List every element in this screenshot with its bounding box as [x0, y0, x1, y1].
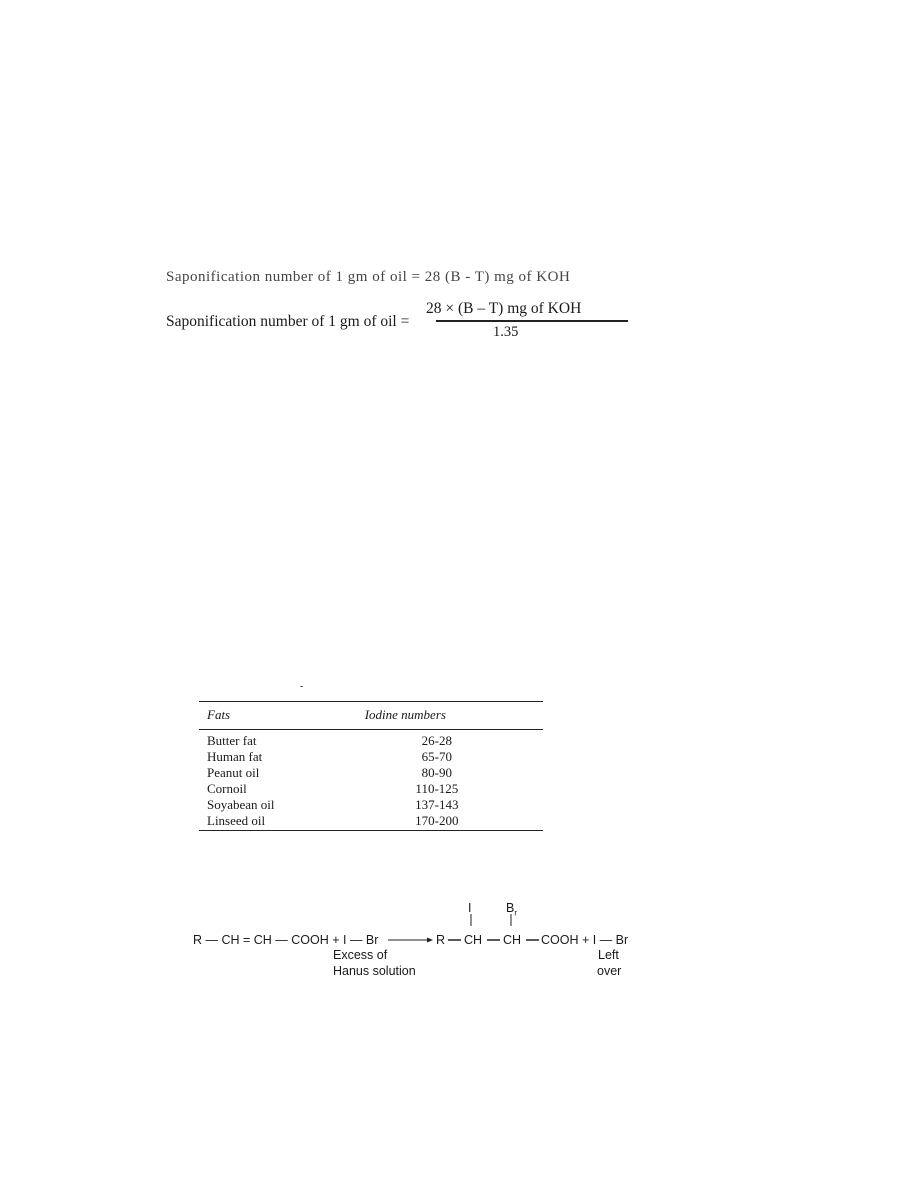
- formula-numerator: 28 × (B – T) mg of KOH: [426, 300, 582, 317]
- header-iodine-numbers: Iodine numbers: [365, 702, 543, 730]
- fat-name: Soyabean oil: [207, 797, 275, 812]
- reactant-equation: R — CH = CH — COOH + I — Br: [193, 933, 379, 947]
- iodine-value: 110-125: [415, 781, 459, 796]
- leftover-label-line2: over: [597, 964, 622, 978]
- iodine-value: 137-143: [415, 797, 459, 812]
- formula-lhs: Saponification number of 1 gm of oil =: [166, 313, 410, 330]
- iodine-value: 80-90: [421, 765, 453, 780]
- product-tail: COOH + I — Br: [541, 933, 629, 947]
- product-ch-1: CH: [464, 933, 483, 947]
- excess-label-line2: Hanus solution: [333, 964, 416, 978]
- excess-label-line1: Excess of: [333, 948, 388, 962]
- table-marker: -: [300, 681, 304, 692]
- fat-name: Butter fat: [207, 733, 257, 748]
- leftover-label-line1: Left: [598, 948, 619, 962]
- reaction-arrow-head: [427, 938, 433, 943]
- fat-name: Human fat: [207, 749, 263, 764]
- substituent-bromine: [506, 901, 517, 921]
- cut-off-text: Saponification number of 1 gm of oil = 28 (B - T) mg of KOH: [166, 269, 571, 285]
- iodine-value: 26-28: [421, 733, 453, 748]
- fat-name: Peanut oil: [207, 765, 260, 780]
- product-ch-2: CH: [503, 933, 522, 947]
- iodine-value: 65-70: [421, 749, 453, 764]
- bromine-subscript: r: [514, 908, 518, 918]
- formula-denominator: 1.35: [493, 324, 519, 340]
- header-fats: Fats: [199, 702, 365, 730]
- iodine-value: 170-200: [365, 813, 543, 831]
- substituent-iodine: I: [468, 901, 472, 915]
- bromine-letter: B: [506, 901, 515, 915]
- product-r-group: R: [436, 933, 446, 947]
- fat-name: Cornoil: [207, 781, 247, 796]
- fat-name: Linseed oil: [199, 813, 365, 831]
